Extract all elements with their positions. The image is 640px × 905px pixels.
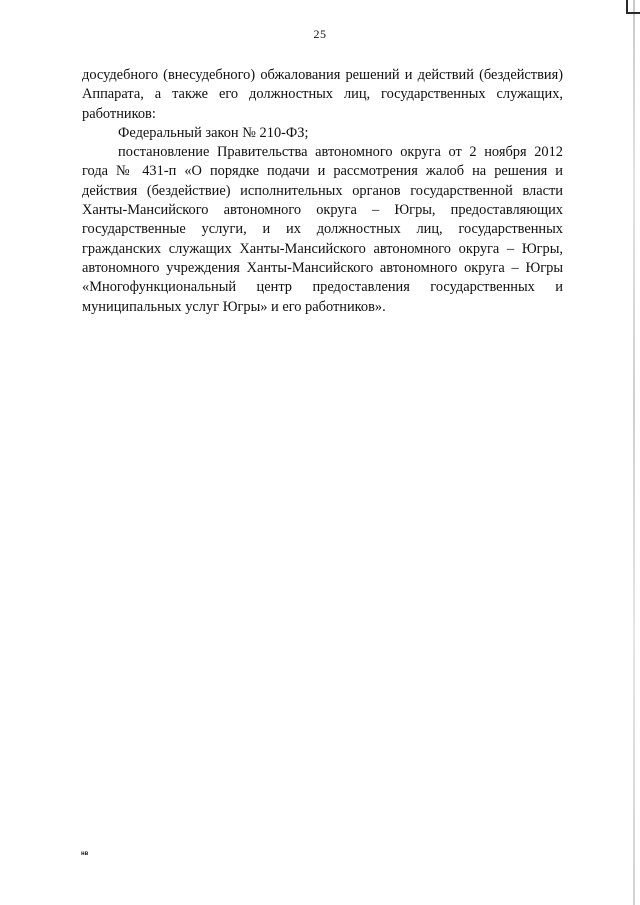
- footer-initials: нв: [81, 851, 89, 857]
- document-body: [82, 66, 563, 317]
- scan-corner-mark: [626, 0, 640, 14]
- paragraph-federal-law: Федеральный закон № 210-ФЗ;: [118, 124, 309, 141]
- scan-edge-line: [633, 0, 635, 905]
- page-number: 25: [313, 27, 327, 41]
- paragraph-government-resolution: постановление Правительства автономного округа от 2 ноября 2012 года № 431-п «О порядке подачи и рассмотрения жалоб на решения и действия (бездействие) исполнительных органов государственной власти Ханты-Мансийского автономного округа – Югры, предоставляющих государственные услуги, и их должностных лиц, государственных гражданских служащих Ханты-Мансийского автономного округа – Югры, автономного учреждения Ханты-Мансийского автономного округа – Югры «Многофункциональный центр предоставления государственных и муниципальных услуг Югры» и его работников».: [82, 144, 563, 315]
- paragraph-appeal-subject: досудебного (внесудебного) обжалования решений и действий (бездействия) Аппарата, а также его должностных лиц, государственных служащих, работников:: [82, 67, 563, 122]
